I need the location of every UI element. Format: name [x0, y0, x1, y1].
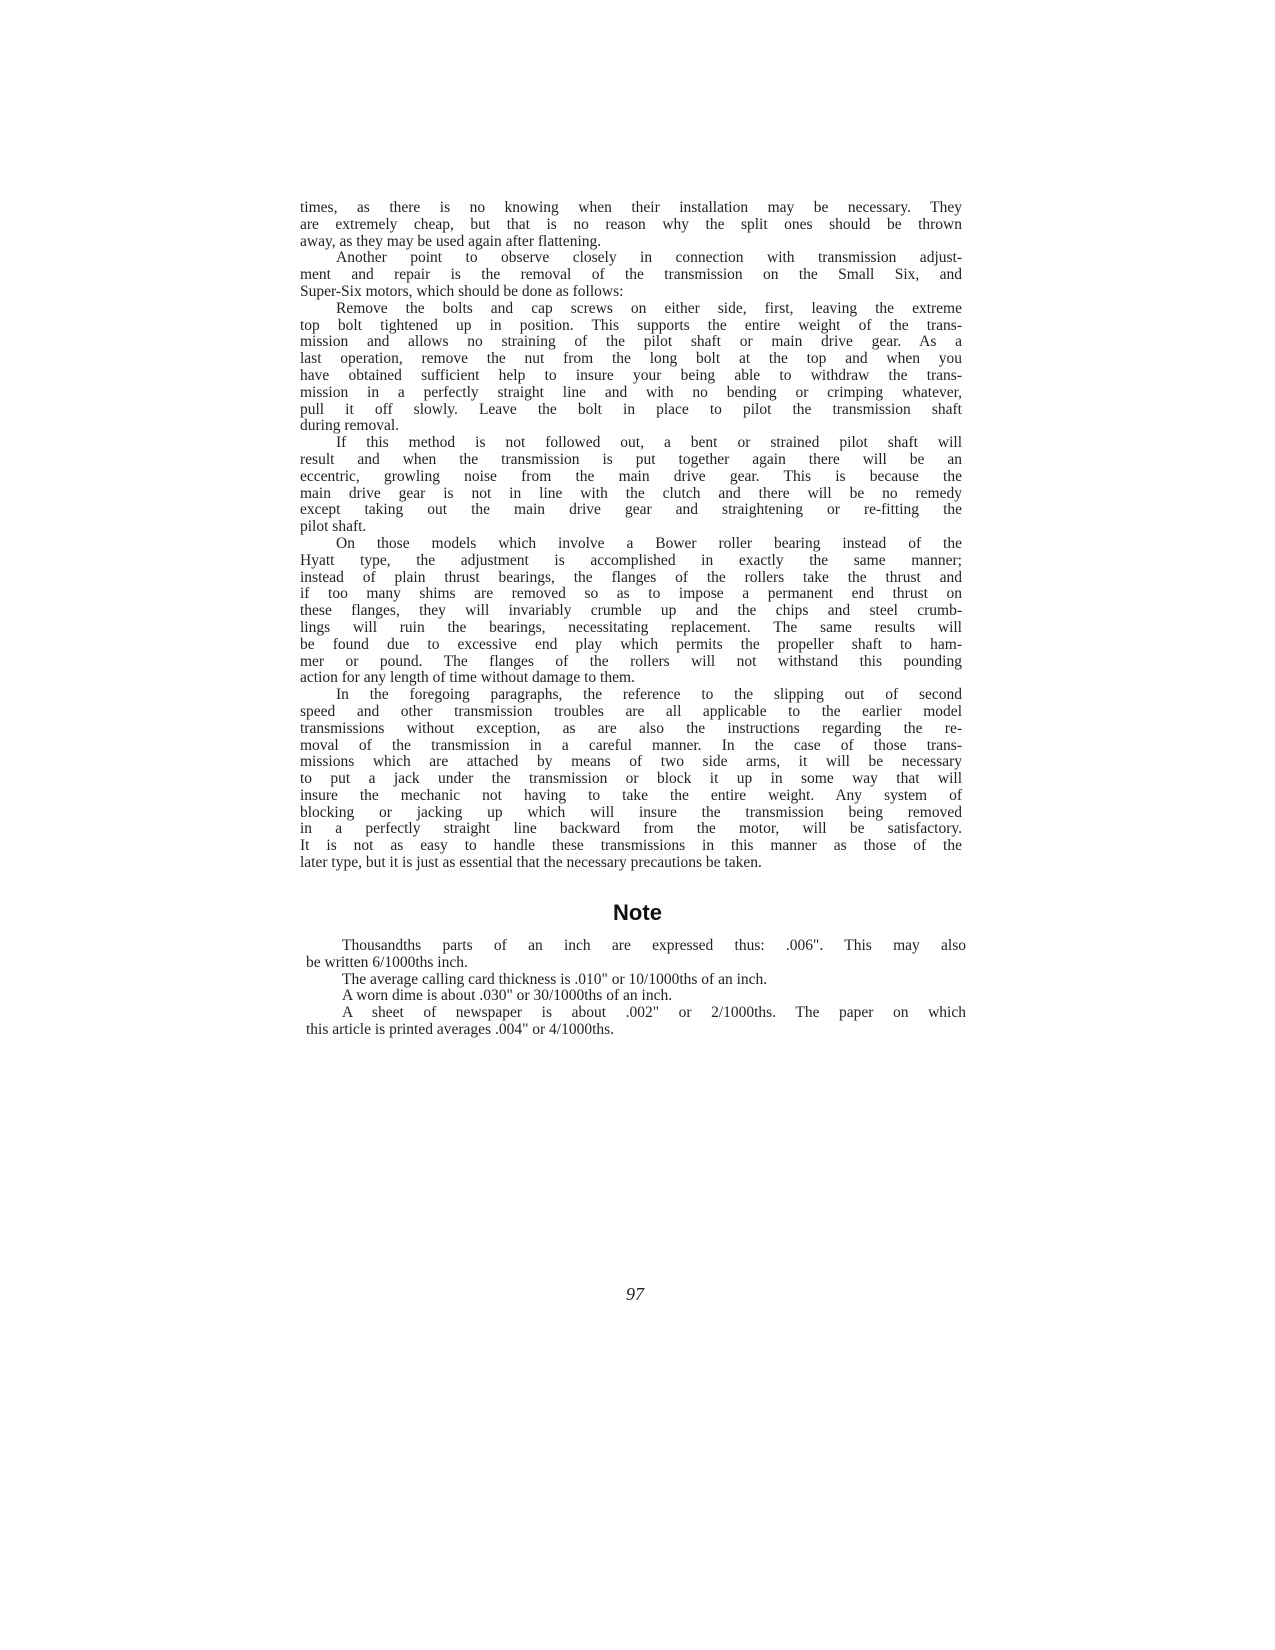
- text-line: this article is printed averages .004" or 4/1000ths.: [306, 1020, 615, 1038]
- text-line: insure the mechanic not having to take the entire weight. Any system of: [300, 786, 962, 804]
- text-line: Super-Six motors, which should be done as follows:: [300, 282, 624, 300]
- text-line: away, as they may be used again after flattening.: [300, 232, 602, 250]
- text-line: action for any length of time without damage to them.: [300, 669, 635, 687]
- text-line: mer or pound. The flanges of the rollers will not withstand this pounding: [300, 652, 962, 670]
- text-line: these flanges, they will invariably crumble up and the chips and steel crumb-: [300, 602, 962, 620]
- text-line: missions which are attached by means of two side arms, it will be necessary: [300, 753, 962, 771]
- text-line: Remove the bolts and cap screws on either side, first, leaving the extreme: [336, 299, 962, 317]
- text-line: pull it off slowly. Leave the bolt in place to pilot the transmission shaft: [300, 400, 962, 418]
- text-line: be written 6/1000ths inch.: [306, 953, 468, 971]
- text-line: A worn dime is about .030" or 30/1000ths of an inch.: [342, 987, 673, 1005]
- text-line: A sheet of newspaper is about .002" or 2/1000ths. The paper on which: [342, 1004, 966, 1022]
- text-line: eccentric, growling noise from the main drive gear. This is because the: [300, 467, 962, 485]
- note-heading: Note: [613, 900, 662, 925]
- text-line: instead of plain thrust bearings, the flanges of the rollers take the thrust and: [300, 568, 962, 586]
- text-line: mission and allows no straining of the pilot shaft or main drive gear. As a: [300, 333, 962, 351]
- text-line: If this method is not followed out, a bent or strained pilot shaft will: [336, 434, 962, 452]
- text-line: Hyatt type, the adjustment is accomplished in exactly the same manner;: [300, 551, 962, 569]
- text-line: lings will ruin the bearings, necessitating replacement. The same results will: [300, 618, 962, 636]
- text-line: except taking out the main drive gear and straightening or re-fitting the: [300, 501, 962, 519]
- text-line: main drive gear is not in line with the clutch and there will be no remedy: [300, 484, 962, 502]
- text-line: top bolt tightened up in position. This supports the entire weight of the trans-: [300, 316, 962, 334]
- note-text: [306, 938, 966, 1039]
- text-line: In the foregoing paragraphs, the reference to the slipping out of second: [336, 686, 962, 704]
- text-line: moval of the transmission in a careful manner. In the case of those trans-: [300, 736, 962, 754]
- text-line: in a perfectly straight line backward from the motor, will be satisfactory.: [300, 820, 962, 838]
- text-line: The average calling card thickness is .010" or 10/1000ths of an inch.: [342, 970, 768, 988]
- text-line: are extremely cheap, but that is no reason why the split ones should be thrown: [300, 215, 962, 233]
- text-line: be found due to excessive end play which permits the propeller shaft to ham-: [300, 635, 962, 653]
- text-line: last operation, remove the nut from the long bolt at the top and when you: [300, 350, 962, 368]
- text-line: Another point to observe closely in connection with transmission adjust-: [336, 249, 962, 267]
- text-line: result and when the transmission is put together again there will be an: [300, 450, 962, 468]
- text-line: to put a jack under the transmission or block it up in some way that will: [300, 770, 962, 788]
- page-number: 97: [626, 1284, 644, 1304]
- text-line: transmissions without exception, as are also the instructions regarding the re-: [300, 719, 962, 737]
- text-line: times, as there is no knowing when their installation may be necessary. They: [300, 199, 962, 216]
- text-line: mission in a perfectly straight line and with no bending or crimping whatever,: [300, 383, 962, 401]
- text-line: blocking or jacking up which will insure the transmission being removed: [300, 803, 962, 821]
- text-line: Thousandths parts of an inch are expressed thus: .006". This may also: [342, 937, 966, 954]
- text-line: if too many shims are removed so as to impose a permanent end thrust on: [300, 585, 962, 603]
- text-line: On those models which involve a Bower roller bearing instead of the: [336, 534, 962, 552]
- body-text: [300, 200, 962, 872]
- text-line: speed and other transmission troubles are all applicable to the earlier model: [300, 702, 962, 720]
- text-line: ment and repair is the removal of the transmission on the Small Six, and: [300, 266, 962, 284]
- text-line: pilot shaft.: [300, 518, 367, 536]
- text-line: have obtained sufficient help to insure your being able to withdraw the trans-: [300, 366, 962, 384]
- text-line: It is not as easy to handle these transmissions in this manner as those of the: [300, 837, 962, 855]
- text-line: later type, but it is just as essential that the necessary precautions be taken.: [300, 854, 762, 872]
- text-line: during removal.: [300, 417, 400, 435]
